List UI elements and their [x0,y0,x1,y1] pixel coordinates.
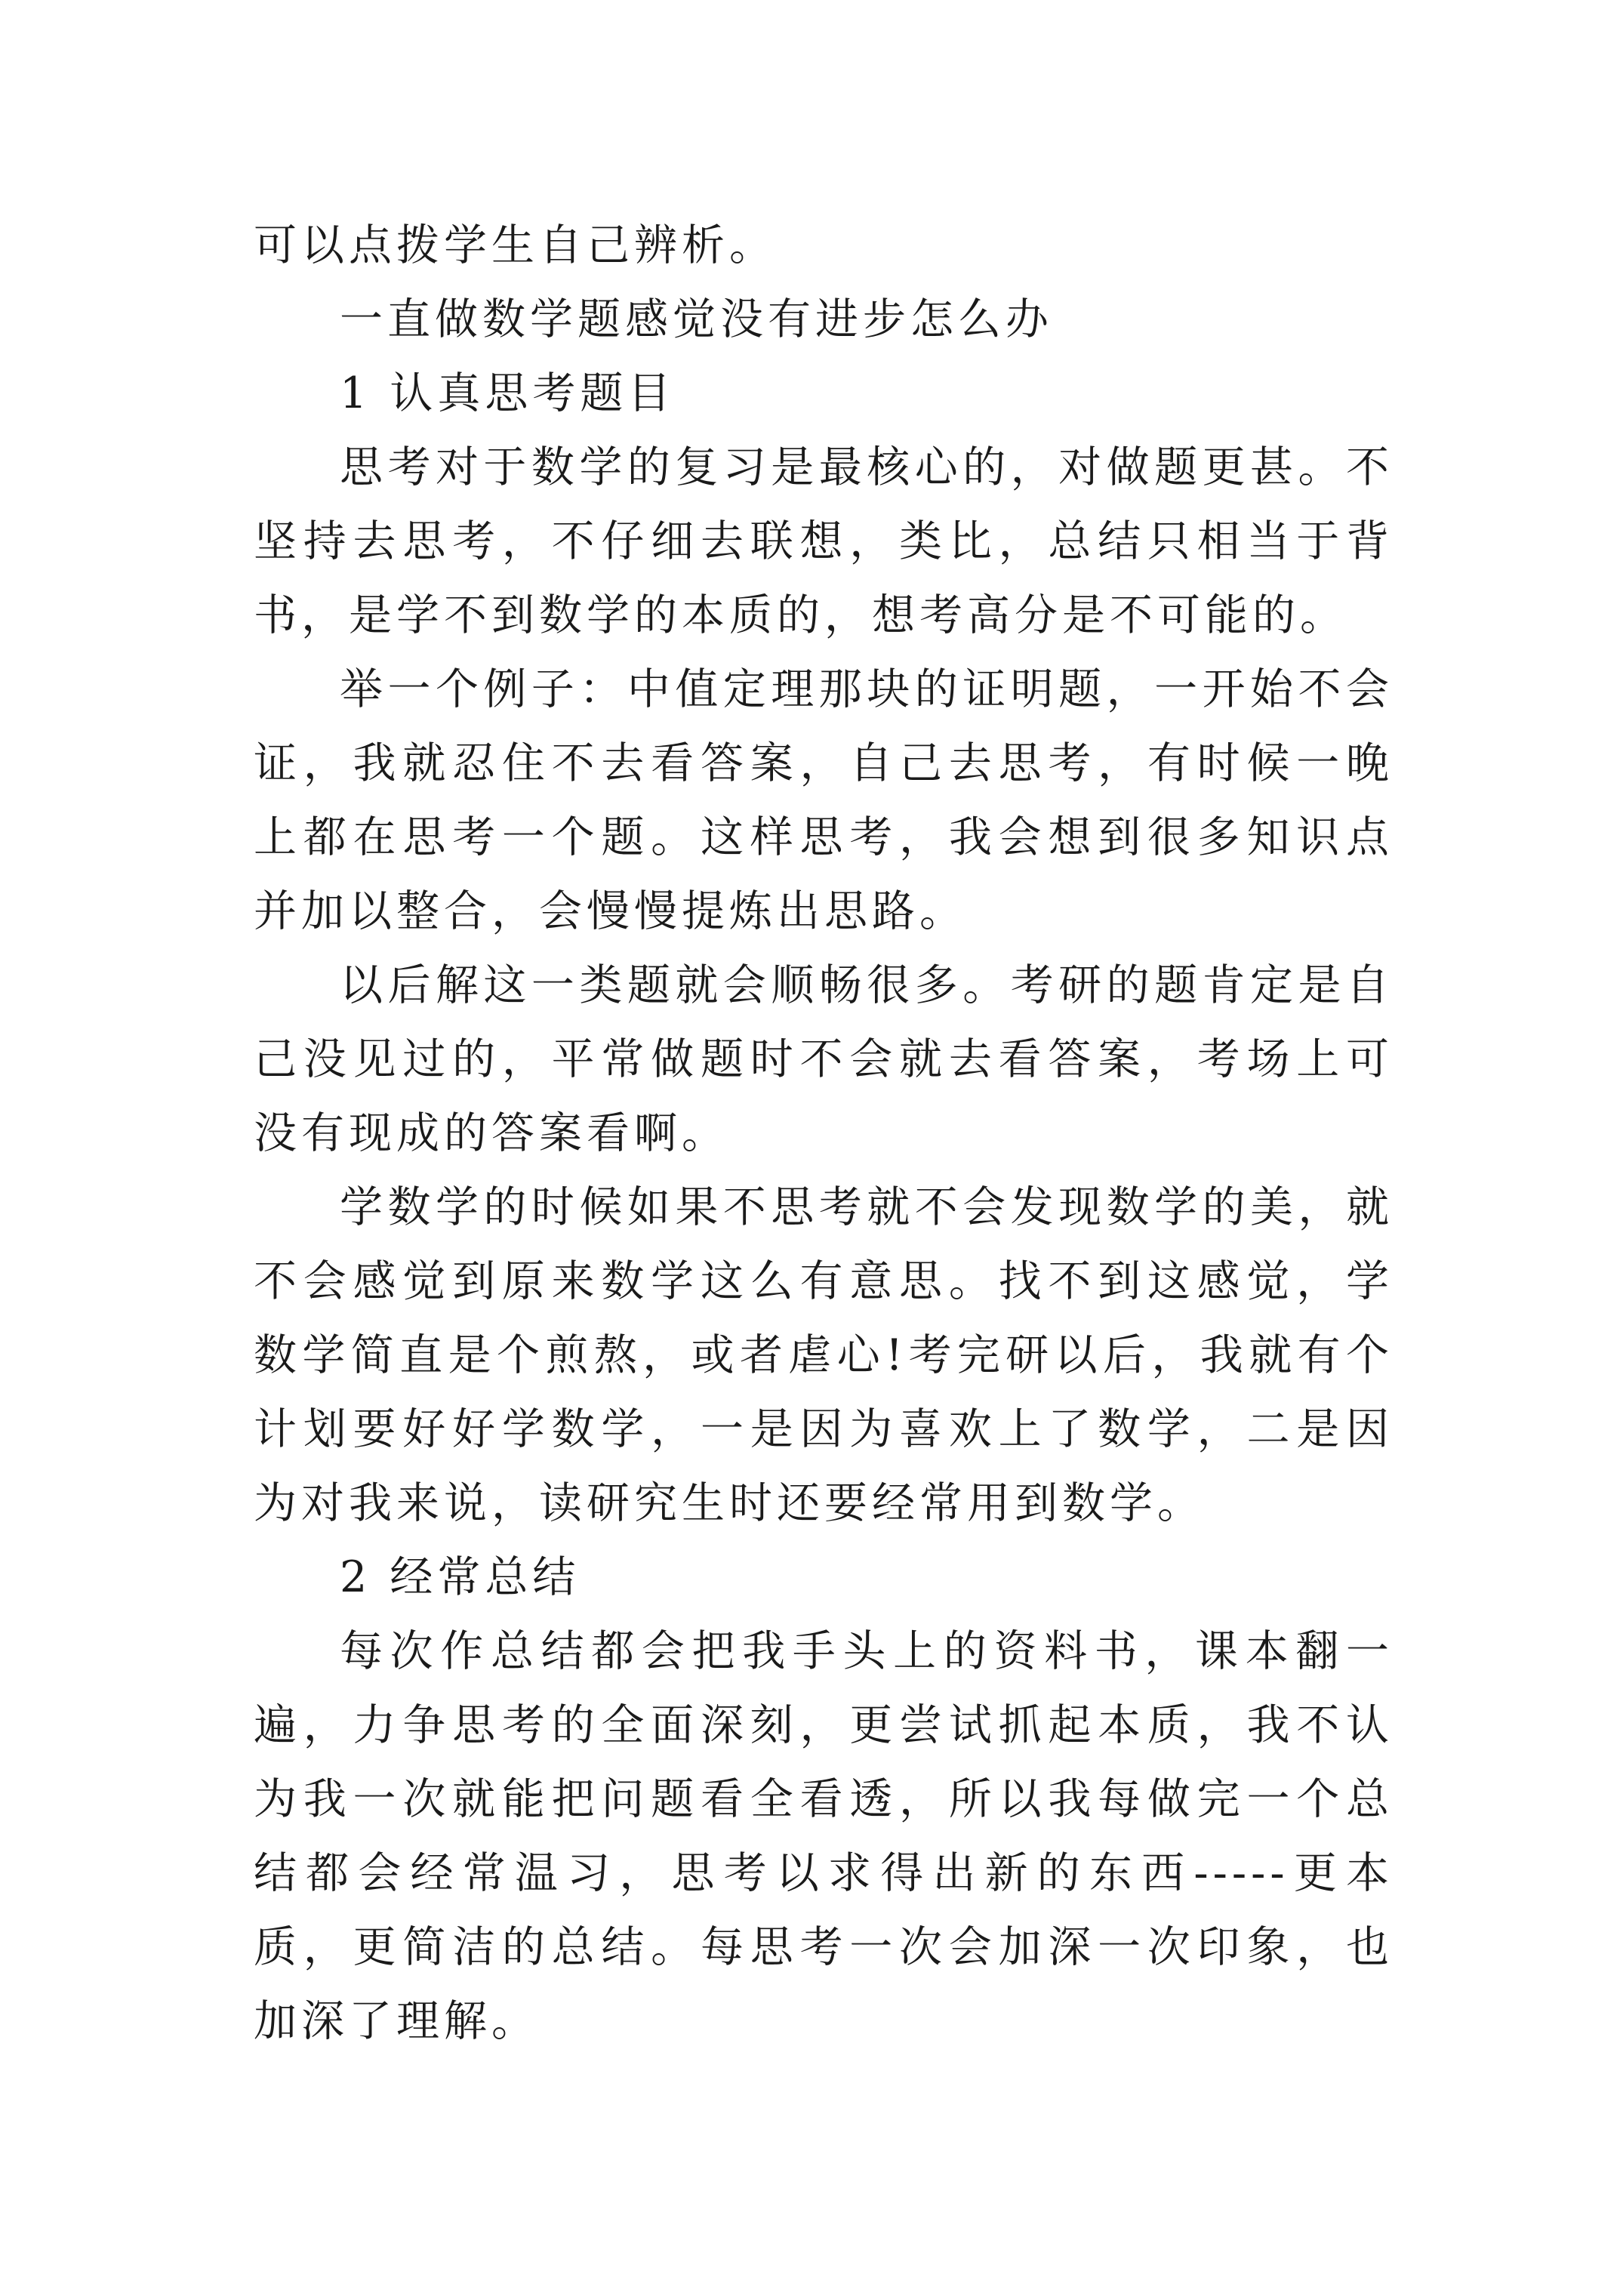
section-title: 一直做数学题感觉没有进步怎么办 [340,294,1053,344]
paragraph-afterwards: 以后解这一类题就会顺畅很多。考研的题肯定是自己没见过的，平常做题时不会就去看答案，考场上可没有现成的答案看啊。 [254,960,1394,1158]
paragraph-summary: 每次作总结都会把我手头上的资料书，课本翻一遍，力争思考的全面深刻，更尝试抓起本质，我不认为我一次就能把问题看全看透，所以我每做完一个总结都会经常温习，思考以求得出新的东西-----更本质，更简洁的总结。每思考一次会加深一次印象，也加深了理解。 [254,1626,1394,2046]
document-body [254,208,1394,2058]
paragraph-continuation: 可以点拨学生自己辨析。 [254,220,777,270]
paragraph-example: 举一个例子：中值定理那块的证明题，一开始不会证，我就忍住不去看答案，自己去思考，有时候一晚上都在思考一个题。这样思考，我会想到很多知识点并加以整合，会慢慢提炼出思路。 [254,664,1394,936]
subheading-1: 1 认真思考题目 [340,368,676,418]
paragraph-thinking: 思考对于数学的复习是最核心的，对做题更甚。不坚持去思考，不仔细去联想，类比，总结只相当于背书，是学不到数学的本质的，想考高分是不可能的。 [254,442,1394,640]
subheading-2: 2 经常总结 [340,1552,581,1602]
paragraph-beauty: 学数学的时候如果不思考就不会发现数学的美，就不会感觉到原来数学这么有意思。找不到这感觉，学数学简直是个煎熬，或者虐心!考完研以后，我就有个计划要好好学数学，一是因为喜欢上了数学，二是因为对我来说，读研究生时还要经常用到数学。 [254,1182,1394,1528]
